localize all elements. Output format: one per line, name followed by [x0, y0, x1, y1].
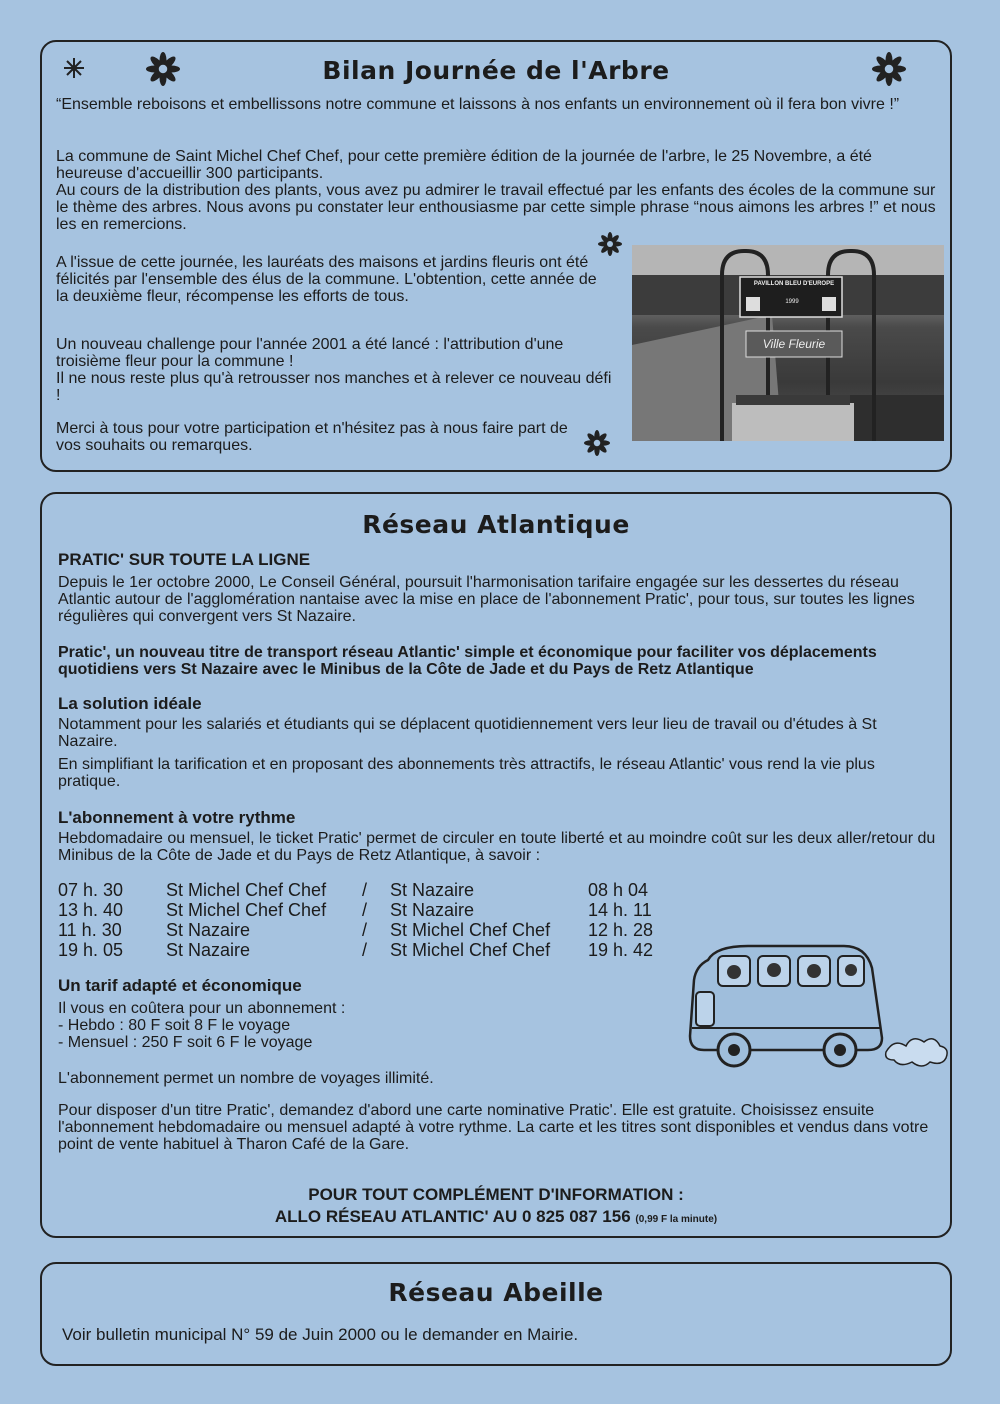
paragraph: Voir bulletin municipal N° 59 de Juin 2000 ou le demander en Mairie.: [62, 1325, 579, 1344]
tariff-line: - Hebdo : 80 F soit 8 F le voyage: [58, 1017, 291, 1034]
tariff-line: - Mensuel : 250 F soit 6 F le voyage: [58, 1034, 313, 1051]
subheading: La solution idéale: [58, 694, 202, 713]
tariff-list: [58, 1000, 618, 1051]
origin: St Nazaire: [166, 920, 251, 940]
schedule-row: [58, 900, 698, 920]
paragraph: La commune de Saint Michel Chef Chef, pour cette première édition de la journée de l'arbre, le 25 Novembre, a été heureuse d'accueillir 300 participants.: [56, 148, 872, 182]
origin: St Michel Chef Chef: [166, 900, 327, 920]
subheading: L'abonnement à votre rythme: [58, 808, 296, 827]
section-journee-arbre: [40, 40, 952, 472]
schedule-row: [58, 880, 698, 900]
schedule-row: [58, 920, 698, 940]
paragraph: Hebdomadaire ou mensuel, le ticket Pratic' permet de circuler en toute liberté et au moindre coût sur les deux aller/retour du Minibus de la Côte de Jade et du Pays de Retz Atlantique, à savoir :: [58, 830, 936, 864]
phone-number: ALLO RÉSEAU ATLANTIC' AU 0 825 087 156: [274, 1207, 631, 1226]
origin: St Nazaire: [166, 940, 251, 960]
separator: /: [362, 880, 368, 900]
schedule-table: [58, 880, 698, 960]
subheading: PRATIC' SUR TOUTE LA LIGNE: [58, 550, 311, 569]
paragraph: En simplifiant la tarification et en proposant des abonnements très attractifs, le réseau Atlantic' vous rend la vie plus pratique.: [58, 756, 875, 790]
paragraph-line: Un nouveau challenge pour l'année 2001 a été lancé : l'attribution d'une troisième fleur pour la commune !: [56, 336, 564, 370]
separator: /: [362, 940, 368, 960]
section-title: Réseau Abeille: [388, 1278, 604, 1307]
sign-bottom-text: Ville Fleurie: [762, 337, 826, 351]
arrival-time: 12 h. 28: [588, 920, 654, 940]
subheading: Un tarif adapté et économique: [58, 976, 302, 995]
ville-fleurie-photo: [632, 245, 944, 441]
info-line: [42, 1206, 950, 1231]
separator: /: [362, 920, 368, 940]
flower-icon: [598, 232, 622, 256]
schedule-row: [58, 940, 698, 960]
section-reseau-atlantique: [40, 492, 952, 1238]
paragraph-line: Il ne nous reste plus qu'à retrousser nos manches et à relever ce nouveau défi !: [56, 370, 612, 404]
arrival-time: 08 h 04: [588, 880, 649, 900]
info-line: POUR TOUT COMPLÉMENT D'INFORMATION :: [308, 1185, 684, 1204]
sign-year-text: 1999: [785, 299, 799, 305]
destination: St Nazaire: [390, 900, 475, 920]
departure-time: 11 h. 30: [58, 920, 122, 940]
departure-time: 13 h. 40: [58, 900, 124, 920]
phone-rate: (0,99 F la minute): [635, 1214, 718, 1225]
destination: St Michel Chef Chef: [390, 920, 551, 940]
paragraph: A l'issue de cette journée, les lauréats des maisons et jardins fleuris ont été félicités par l'ensemble des élus de la commune. L'obtention, cette année de la deuxième fleur, récompense les efforts de tous.: [56, 254, 597, 305]
paragraph: Au cours de la distribution des plants, vous avez pu admirer le travail effectué par les enfants des écoles de la commune sur le thème des arbres. Nous avons pu constater leur enthousiasme par cette simple phrase “nous aimons les arbres !” et nous les en remercions.: [56, 182, 936, 233]
destination: St Nazaire: [390, 880, 475, 900]
departure-time: 19 h. 05: [58, 940, 124, 960]
info-block: [42, 1184, 950, 1231]
section-reseau-abeille: [40, 1262, 952, 1366]
section-title: Réseau Atlantique: [362, 510, 630, 539]
paragraph: Merci à tous pour votre participation et n'hésitez pas à nous faire part de vos souhaits ou remarques.: [56, 420, 568, 454]
paragraph: Pour disposer d'un titre Pratic', demandez d'abord une carte nominative Pratic'. Elle est gratuite. Choisissez ensuite l'abonnement hebdomadaire ou mensuel adapté à votre rythme. La carte et les titres sont disponibles et vendus dans votre point de vente habituel à Tharon Café de la Gare.: [58, 1102, 929, 1153]
origin: St Michel Chef Chef: [166, 880, 327, 900]
section-title: Bilan Journée de l'Arbre: [322, 56, 670, 85]
paragraph: [56, 336, 616, 404]
tariff-line: Il vous en coûtera pour un abonnement :: [58, 1000, 346, 1017]
bus-illustration-icon: [668, 940, 954, 1076]
flower-icon: [584, 430, 610, 456]
arrival-time: 19 h. 42: [588, 940, 654, 960]
paragraph: L'abonnement permet un nombre de voyages illimité.: [58, 1070, 434, 1087]
quote-text: “Ensemble reboisons et embellissons notre commune et laissons à nos enfants un environnement où il fera bon vivre !”: [56, 96, 900, 113]
separator: /: [362, 900, 368, 920]
departure-time: 07 h. 30: [58, 880, 124, 900]
paragraph: Depuis le 1er octobre 2000, Le Conseil Général, poursuit l'harmonisation tarifaire engagée sur les dessertes du réseau Atlantic autour de l'agglomération nantaise avec la mise en place de l'abonnement Pratic', pour tous, sur toutes les lignes régulières qui convergent vers St Nazaire.: [58, 574, 915, 625]
paragraph: Notamment pour les salariés et étudiants qui se déplacent quotidiennement vers leur lieu de travail ou d'études à St Nazaire.: [58, 716, 877, 750]
destination: St Michel Chef Chef: [390, 940, 551, 960]
paragraph-bold: Pratic', un nouveau titre de transport réseau Atlantic' simple et économique pour faciliter vos déplacements quotidiens vers St Nazaire avec le Minibus de la Côte de Jade et du Pays de Retz Atlantique: [58, 644, 877, 678]
sign-top-text: PAVILLON BLEU D'EUROPE: [753, 281, 835, 287]
arrival-time: 14 h. 11: [588, 900, 652, 920]
